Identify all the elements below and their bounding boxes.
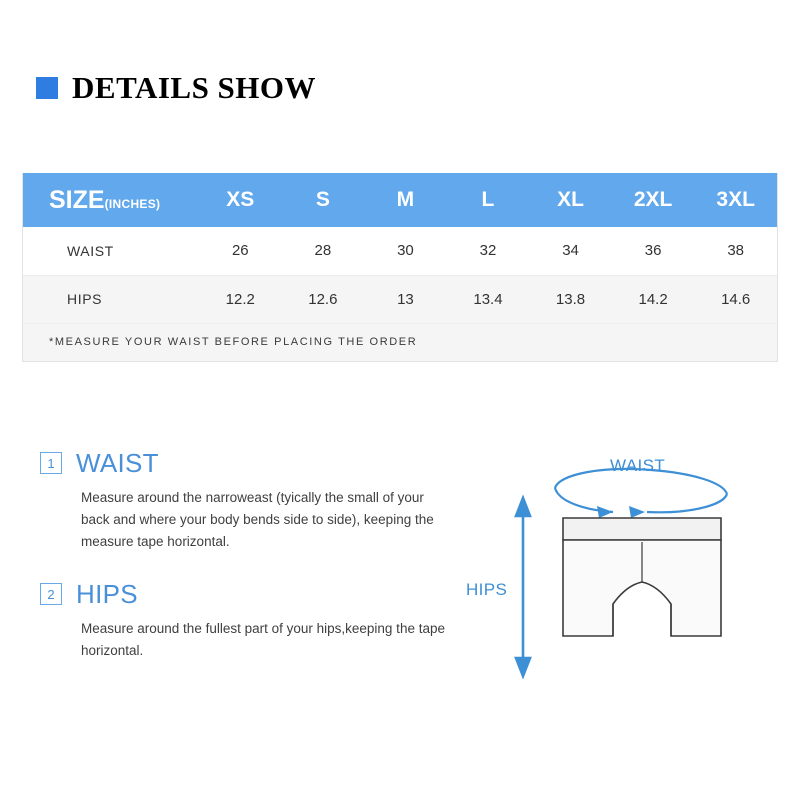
shorts-illustration <box>455 440 785 710</box>
table-row <box>23 227 777 275</box>
step-waist-title: WAIST <box>76 448 159 478</box>
table-note-row <box>23 323 777 361</box>
cell-hips-m: 13 <box>364 275 447 323</box>
step-waist-header <box>40 450 470 476</box>
hips-arrow-icon <box>516 498 530 676</box>
cell-waist-3xl: 38 <box>694 227 777 275</box>
cell-hips-xl: 13.8 <box>529 275 612 323</box>
table-header-xs: XS <box>199 173 282 227</box>
steps-list <box>40 450 470 690</box>
size-unit-label: (INCHES) <box>104 196 161 211</box>
step-number-badge: 2 <box>40 583 62 605</box>
table-header-row <box>23 173 777 227</box>
measure-instructions-section <box>0 440 800 720</box>
page-title: DETAILS SHOW <box>72 70 317 105</box>
table-header-l: L <box>447 173 530 227</box>
table-note: *MEASURE YOUR WAIST BEFORE PLACING THE ORDER <box>23 323 777 361</box>
step-hips-text: Measure around the fullest part of your hips,keeping the tape horizontal. <box>81 621 445 658</box>
diagram-waist-label: WAIST <box>610 456 666 475</box>
step-number-badge: 1 <box>40 452 62 474</box>
cell-waist-2xl: 36 <box>612 227 695 275</box>
step-hips-title: HIPS <box>76 579 138 609</box>
waistband-shape <box>563 518 721 540</box>
header-marker-icon <box>36 77 58 99</box>
cell-waist-m: 30 <box>364 227 447 275</box>
cell-waist-xs: 26 <box>199 227 282 275</box>
cell-hips-s: 12.6 <box>282 275 365 323</box>
step-waist <box>40 450 470 553</box>
cell-hips-2xl: 14.2 <box>612 275 695 323</box>
cell-hips-3xl: 14.6 <box>694 275 777 323</box>
size-label: SIZE <box>49 185 105 214</box>
cell-hips-l: 13.4 <box>447 275 530 323</box>
table-header-3xl: 3XL <box>694 173 777 227</box>
cell-waist-l: 32 <box>447 227 530 275</box>
table-header-m: M <box>364 173 447 227</box>
step-waist-text: Measure around the narroweast (tyically the small of your back and where your body bends side to side), keeping the measure tape horizontal. <box>81 490 434 549</box>
measurement-diagram <box>455 440 785 710</box>
step-hips <box>40 581 470 662</box>
cell-waist-s: 28 <box>282 227 365 275</box>
row-label-waist: WAIST <box>23 227 199 275</box>
cell-hips-xs: 12.2 <box>199 275 282 323</box>
table-header-s: S <box>282 173 365 227</box>
table-header-2xl: 2XL <box>612 173 695 227</box>
table-header-xl: XL <box>529 173 612 227</box>
size-chart-table <box>22 173 778 362</box>
cell-waist-xl: 34 <box>529 227 612 275</box>
table-row <box>23 275 777 323</box>
page-header <box>36 72 316 103</box>
step-hips-header <box>40 581 470 607</box>
waist-arrow-icon <box>555 469 727 518</box>
diagram-hips-label: HIPS <box>466 580 508 599</box>
row-label-hips: HIPS <box>23 275 199 323</box>
table-header-size <box>23 173 199 227</box>
